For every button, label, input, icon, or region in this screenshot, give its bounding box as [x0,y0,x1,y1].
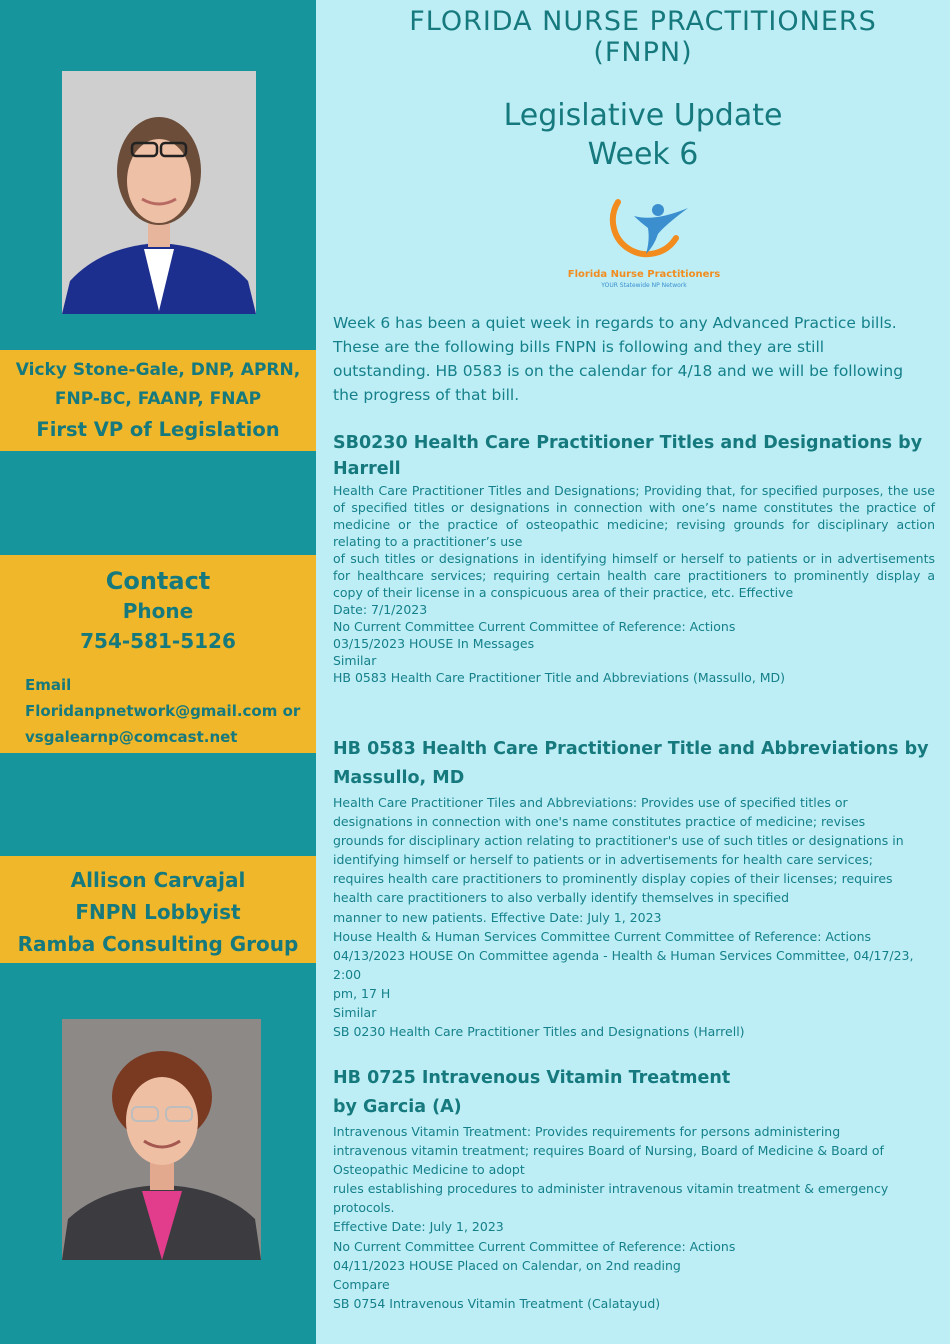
bill-hb0583 [333,735,935,1041]
bill-line: Date: 7/1/2023 [333,602,428,617]
fnpn-logo-icon [554,192,734,270]
title-line-1: Legislative Update [503,98,783,133]
vicky-credentials: FNP-BC, FAANP, FNAP [54,389,262,409]
bill-description: Health Care Practitioner Titles and Designations; Providing that, for specified purposes, the use of specified titles or designations in connection with one’s name constitutes the practice of medicine or the practice of osteopathic medicine; revising grounds for disciplinary action relating to a practitioner’s use [333,483,935,549]
bill-line: Osteopathic Medicine to adopt [333,1162,525,1178]
bill-line: designations in connection with one's name constitutes practice of medicine; revises [333,814,866,830]
bill-line: Similar [333,653,377,668]
logo-name: Florida Nurse Practitioners [567,269,721,280]
org-line-1: FLORIDA NURSE PRACTITIONERS [409,6,877,37]
vicky-name: Vicky Stone-Gale, DNP, APRN, [15,360,301,380]
allison-carvajal-photo [62,1019,261,1260]
intro-line: Week 6 has been a quiet week in regards to any Advanced Practice bills. [333,314,897,332]
intro-line: the progress of that bill. [333,386,520,404]
phone-number[interactable]: 754-581-5126 [80,629,236,653]
bill-line: intravenous vitamin treatment; requires Board of Nursing, Board of Medicine & Board of [333,1143,884,1159]
bill-line: protocols. [333,1200,395,1216]
bill-line: Compare [333,1276,390,1292]
email-address-2[interactable]: vsgalearnp@comcast.net [25,728,238,746]
bill-title: SB0230 Health Care Practitioner Titles and Designations by Harrell [333,433,923,479]
allison-org: Ramba Consulting Group [17,932,299,956]
bill-line: manner to new patients. Effective Date: July 1, 2023 [333,909,662,925]
allison-role: FNPN Lobbyist [75,900,241,924]
bill-line: HB 0583 Health Care Practitioner Title and Abbreviations (Massullo, MD) [333,670,786,685]
bill-line: health care practitioners to also verbally identify themselves in specified [333,890,790,906]
title-line-2: Week 6 [587,137,699,172]
sidebar [0,0,316,1344]
bill-line: Effective Date: July 1, 2023 [333,1219,504,1235]
bill-line: Health Care Practitioner Tiles and Abbreviations: Provides use of specified titles or [333,795,848,810]
bill-line: No Current Committee Current Committee of Reference: Actions [333,1238,736,1254]
vicky-role: First VP of Legislation [36,418,280,441]
fnpn-logo [554,192,734,292]
bill-line: SB 0230 Health Care Practitioner Titles and Designations (Harrell) [333,1024,745,1040]
vicky-info-box [0,350,316,451]
bill-line: 04/11/2023 HOUSE Placed on Calendar, on 2nd reading [333,1257,681,1273]
bill-line: 2:00 [333,966,362,982]
allison-name: Allison Carvajal [70,868,246,892]
bill-line: 03/15/2023 HOUSE In Messages [333,636,535,651]
org-line-2: (FNPN) [593,37,693,68]
intro-line: outstanding. HB 0583 is on the calendar for 4/18 and we will be following [333,362,904,380]
bill-line: identifying himself or herself to patients or in advertisements for health care services; [333,852,873,868]
portrait-photo-icon [62,71,256,314]
bill-line: SB 0754 Intravenous Vitamin Treatment (Calatayud) [333,1295,661,1311]
bill-title: HB 0725 Intravenous Vitamin Treatment by Garcia (A) [333,1068,731,1117]
contact-heading: Contact [105,567,211,595]
organization-title [316,6,950,68]
update-title [316,96,950,174]
bill-line: rules establishing procedures to administer intravenous vitamin treatment & emergency [333,1181,889,1197]
bill-line: Similar [333,1005,377,1021]
bill-line: grounds for disciplinary action relating to practitioner's use of such titles or designations in [333,833,904,849]
intro-line: These are the following bills FNPN is following and they are still [333,338,825,356]
vicky-stone-gale-photo [62,71,256,314]
bill-line: House Health & Human Services Committee Current Committee of Reference: Actions [333,928,872,944]
phone-label: Phone [122,599,194,623]
contact-box [0,555,316,753]
logo-tagline: YOUR Statewide NP Network [601,282,687,289]
bill-title: HB 0583 Health Care Practitioner Title and Abbreviations by Massullo, MD [333,739,929,788]
email-label: Email [25,676,72,694]
bill-line: 04/13/2023 HOUSE On Committee agenda - Health & Human Services Committee, 04/17/23, [333,947,914,963]
bill-description: of such titles or designations in identifying himself or herself to patients or in advertisements for healthcare services; requiring certain health care practitioners to prominently display a copy of their license in a conspicuous area of their practice, etc. Effective [333,551,935,600]
portrait-photo-icon [62,1019,261,1260]
email-address-1[interactable]: Floridanpnetwork@gmail.com or [25,702,301,720]
bill-line: pm, 17 H [333,985,391,1001]
bill-line: requires health care practitioners to prominently display copies of their licenses; requires [333,871,893,887]
bill-hb0725 [333,1064,935,1313]
bill-sb0230 [333,430,935,686]
main-content [316,0,950,1344]
lobbyist-box [0,856,316,963]
bill-line: No Current Committee Current Committee of Reference: Actions [333,619,736,634]
intro-paragraph [333,311,933,407]
bill-line: Intravenous Vitamin Treatment: Provides requirements for persons administering [333,1124,841,1139]
